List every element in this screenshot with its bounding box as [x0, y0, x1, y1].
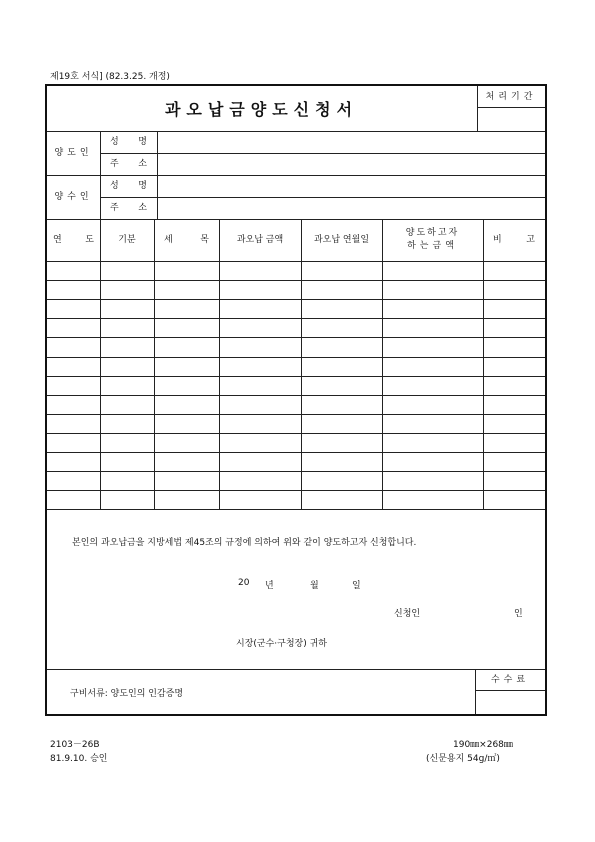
form-number: 제19호 서식] (82.3.25. 개정)	[50, 72, 170, 82]
cell-transfer-amount[interactable]	[383, 491, 482, 508]
cell-remarks[interactable]	[484, 319, 544, 336]
date-day-label: 일	[352, 581, 361, 591]
fee-field[interactable]	[476, 691, 544, 713]
footer-paper: (신문용지 54g/㎡)	[426, 754, 500, 764]
declaration-text: 본인의 과오납금을 지방세법 제45조의 규정에 의하여 위와 같이 양도하고자 신청합니다.	[72, 538, 417, 548]
transferee-address-label: 주 소	[110, 202, 147, 213]
cell-overpaid-date[interactable]	[302, 377, 381, 394]
col-item-header: 세 목	[164, 234, 209, 245]
cell-overpaid-amount[interactable]	[220, 415, 300, 432]
cell-item[interactable]	[155, 300, 218, 317]
cell-overpaid-date[interactable]	[302, 281, 381, 298]
cell-period[interactable]	[101, 319, 153, 336]
cell-remarks[interactable]	[484, 491, 544, 508]
transferee-name-label: 성 명	[110, 180, 147, 191]
cell-overpaid-date[interactable]	[302, 396, 381, 413]
col-year-header: 연 도	[53, 234, 94, 245]
cell-transfer-amount[interactable]	[383, 472, 482, 489]
cell-period[interactable]	[101, 415, 153, 432]
date-year-label: 년	[265, 581, 274, 591]
cell-remarks[interactable]	[484, 338, 544, 355]
cell-item[interactable]	[155, 377, 218, 394]
form-title: 과오납금양도신청서	[164, 99, 359, 119]
cell-overpaid-date[interactable]	[302, 300, 381, 317]
processing-period-label: 처리기간	[485, 92, 537, 102]
cell-item[interactable]	[155, 434, 218, 451]
cell-overpaid-amount[interactable]	[220, 338, 300, 355]
cell-period[interactable]	[101, 338, 153, 355]
cell-item[interactable]	[155, 396, 218, 413]
cell-item[interactable]	[155, 453, 218, 470]
cell-transfer-amount[interactable]	[383, 396, 482, 413]
cell-period[interactable]	[101, 472, 153, 489]
cell-transfer-amount[interactable]	[383, 338, 482, 355]
date-year-prefix: 20	[238, 578, 250, 588]
cell-year[interactable]	[48, 358, 99, 375]
applicant-label: 신청인	[394, 609, 421, 619]
cell-period[interactable]	[101, 358, 153, 375]
cell-year[interactable]	[48, 472, 99, 489]
cell-item[interactable]	[155, 472, 218, 489]
cell-remarks[interactable]	[484, 434, 544, 451]
cell-period[interactable]	[101, 262, 153, 279]
rule-declaration-bottom	[47, 669, 545, 670]
cell-transfer-amount[interactable]	[383, 358, 482, 375]
col-overpaid-date-header: 과오납 연월일	[313, 234, 370, 245]
cell-transfer-amount[interactable]	[383, 377, 482, 394]
cell-item[interactable]	[155, 338, 218, 355]
cell-item[interactable]	[155, 358, 218, 375]
cell-transfer-amount[interactable]	[383, 434, 482, 451]
transferee-address-field[interactable]	[158, 198, 544, 218]
cell-period[interactable]	[101, 300, 153, 317]
cell-overpaid-date[interactable]	[302, 472, 381, 489]
cell-transfer-amount[interactable]	[383, 281, 482, 298]
cell-transfer-amount[interactable]	[383, 300, 482, 317]
cell-overpaid-amount[interactable]	[220, 434, 300, 451]
cell-overpaid-amount[interactable]	[220, 358, 300, 375]
cell-item[interactable]	[155, 415, 218, 432]
cell-period[interactable]	[101, 453, 153, 470]
cell-year[interactable]	[48, 377, 99, 394]
col-transfer-amount-header: 양도하고자 하는금액	[405, 228, 460, 251]
cell-year[interactable]	[48, 300, 99, 317]
col-remarks-header: 비 고	[493, 234, 535, 245]
cell-year[interactable]	[48, 262, 99, 279]
cell-period[interactable]	[101, 434, 153, 451]
cell-item[interactable]	[155, 319, 218, 336]
date-month-label: 월	[310, 581, 319, 591]
cell-transfer-amount[interactable]	[383, 415, 482, 432]
cell-overpaid-date[interactable]	[302, 358, 381, 375]
processing-period-field[interactable]	[478, 108, 544, 130]
transferor-label: 양도인	[54, 147, 93, 158]
cell-overpaid-date[interactable]	[302, 491, 381, 508]
cell-overpaid-date[interactable]	[302, 262, 381, 279]
cell-remarks[interactable]	[484, 415, 544, 432]
cell-period[interactable]	[101, 281, 153, 298]
cell-overpaid-date[interactable]	[302, 338, 381, 355]
cell-transfer-amount[interactable]	[383, 453, 482, 470]
cell-period[interactable]	[101, 396, 153, 413]
cell-remarks[interactable]	[484, 262, 544, 279]
cell-overpaid-date[interactable]	[302, 415, 381, 432]
cell-overpaid-date[interactable]	[302, 319, 381, 336]
cell-overpaid-amount[interactable]	[220, 472, 300, 489]
cell-year[interactable]	[48, 338, 99, 355]
cell-year[interactable]	[48, 453, 99, 470]
cell-year[interactable]	[48, 281, 99, 298]
transferor-address-field[interactable]	[158, 154, 544, 174]
fee-label: 수수료	[490, 674, 530, 685]
cell-remarks[interactable]	[484, 453, 544, 470]
cell-year[interactable]	[48, 491, 99, 508]
cell-year[interactable]	[48, 415, 99, 432]
cell-remarks[interactable]	[484, 281, 544, 298]
transferee-name-field[interactable]	[158, 176, 544, 196]
cell-year[interactable]	[48, 396, 99, 413]
transferor-name-field[interactable]	[158, 132, 544, 152]
cell-remarks[interactable]	[484, 358, 544, 375]
cell-item[interactable]	[155, 491, 218, 508]
cell-transfer-amount[interactable]	[383, 319, 482, 336]
footer-approval: 81.9.10. 승인	[50, 754, 108, 764]
rule-table-bottom	[47, 509, 545, 510]
addressee: 시장(군수·구청장) 귀하	[236, 639, 327, 649]
cell-overpaid-amount[interactable]	[220, 300, 300, 317]
cell-overpaid-amount[interactable]	[220, 319, 300, 336]
cell-item[interactable]	[155, 281, 218, 298]
cell-overpaid-date[interactable]	[302, 434, 381, 451]
cell-year[interactable]	[48, 319, 99, 336]
footer-code: 2103－26B	[50, 740, 100, 750]
cell-remarks[interactable]	[484, 377, 544, 394]
cell-overpaid-amount[interactable]	[220, 453, 300, 470]
col-period-header: 기분	[118, 234, 136, 245]
col-overpaid-amount-header: 과오납 금액	[236, 234, 284, 245]
cell-overpaid-date[interactable]	[302, 453, 381, 470]
cell-transfer-amount[interactable]	[383, 262, 482, 279]
attachments-note: 구비서류: 양도인의 인감증명	[70, 689, 184, 699]
cell-overpaid-amount[interactable]	[220, 262, 300, 279]
cell-period[interactable]	[101, 377, 153, 394]
cell-remarks[interactable]	[484, 300, 544, 317]
cell-year[interactable]	[48, 434, 99, 451]
transferor-name-label: 성 명	[110, 136, 147, 147]
cell-overpaid-amount[interactable]	[220, 377, 300, 394]
cell-overpaid-amount[interactable]	[220, 396, 300, 413]
cell-period[interactable]	[101, 491, 153, 508]
cell-item[interactable]	[155, 262, 218, 279]
footer-size: 190㎜×268㎜	[453, 740, 513, 750]
cell-overpaid-amount[interactable]	[220, 281, 300, 298]
applicant-seal-mark: 인	[514, 609, 523, 619]
cell-overpaid-amount[interactable]	[220, 491, 300, 508]
cell-remarks[interactable]	[484, 396, 544, 413]
cell-remarks[interactable]	[484, 472, 544, 489]
transferor-address-label: 주 소	[110, 158, 147, 169]
transferee-label: 양수인	[54, 191, 93, 202]
